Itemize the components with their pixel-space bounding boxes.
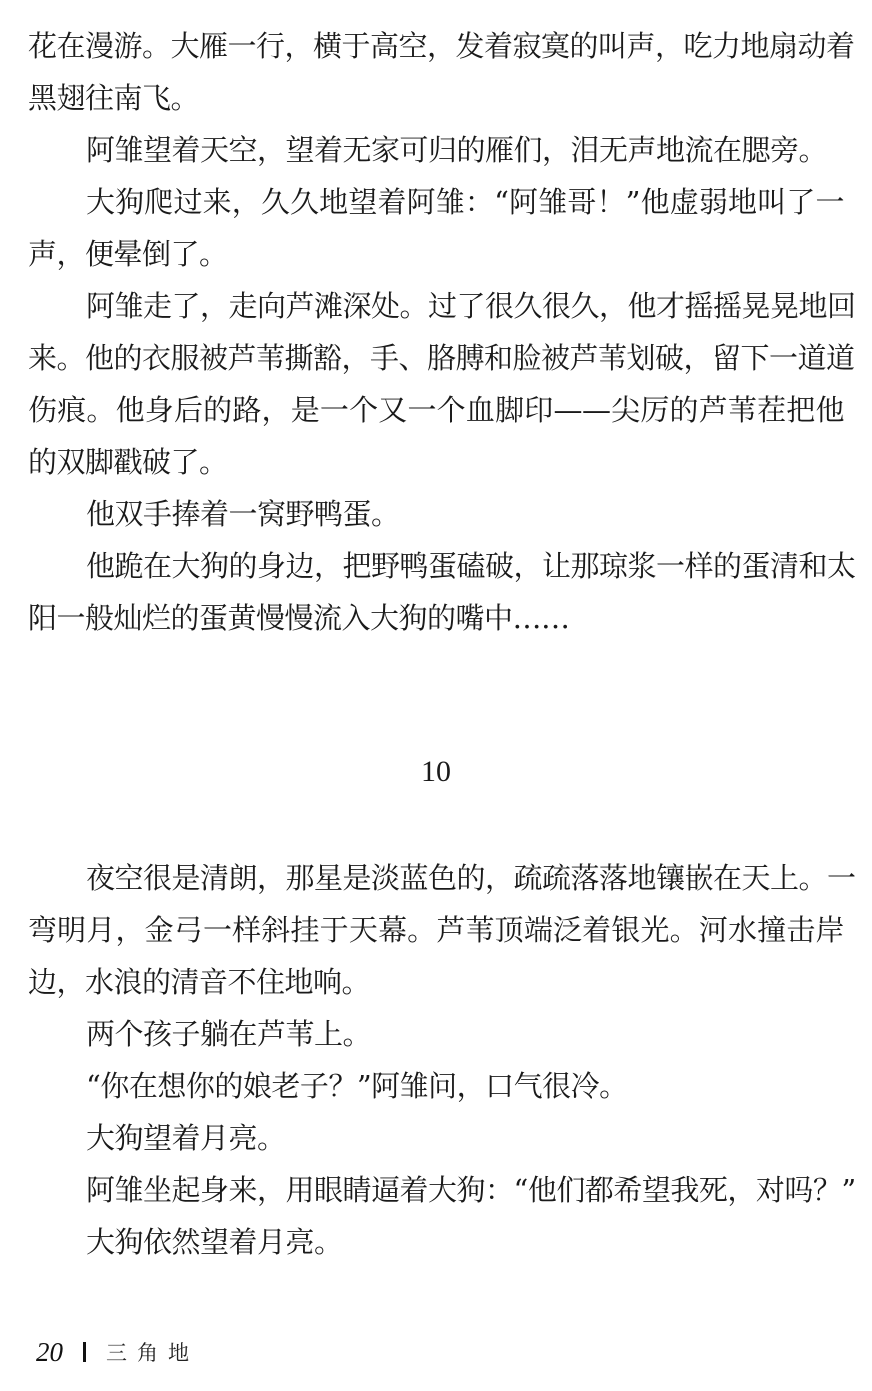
- text-line: 大狗爬过来，久久地望着阿雏：“阿雏哥！”他虚弱地叫了一: [86, 185, 844, 219]
- text-line: 阿雏走了，走向芦滩深处。过了很久很久，他才摇摇晃晃地回: [86, 289, 856, 323]
- chapter-number: 10: [421, 755, 451, 788]
- footer-divider: [83, 1342, 86, 1362]
- text-line: 阳一般灿烂的蛋黄慢慢流入大狗的嘴中……: [28, 601, 570, 635]
- text-line: 边，水浪的清音不住地响。: [28, 965, 371, 999]
- text-line: 阿雏望着天空，望着无家可归的雁们，泪无声地流在腮旁。: [86, 133, 828, 167]
- page-footer: [36, 1332, 199, 1372]
- text-line: 大狗依然望着月亮。: [86, 1225, 343, 1259]
- text-line: 声，便晕倒了。: [28, 237, 228, 271]
- text-line: 两个孩子躺在芦苇上。: [86, 1017, 372, 1051]
- text-line: 夜空很是清朗，那星是淡蓝色的，疏疏落落地镶嵌在天上。一: [86, 861, 856, 895]
- text-line: 花在漫游。大雁一行，横于高空，发着寂寞的叫声，吃力地扇动着: [28, 29, 855, 63]
- text-line: 来。他的衣服被芦苇撕豁，手、胳膊和脸被芦苇划破，留下一道道: [28, 341, 855, 375]
- text-line: 阿雏坐起身来，用眼睛逼着大狗：“他们都希望我死，对吗？”: [86, 1173, 856, 1207]
- text-line: 的双脚戳破了。: [28, 445, 228, 479]
- book-title: 三角地: [106, 1341, 199, 1365]
- text-line: “你在想你的娘老子？”阿雏问，口气很冷。: [86, 1069, 628, 1103]
- text-line: 大狗望着月亮。: [86, 1121, 286, 1155]
- text-line: 他双手捧着一窝野鸭蛋。: [86, 497, 400, 531]
- text-line: 弯明月，金弓一样斜挂于天幕。芦苇顶端泛着银光。河水撞击岸: [28, 913, 844, 947]
- page-number: 20: [36, 1336, 63, 1367]
- text-line: 他跪在大狗的身边，把野鸭蛋磕破，让那琼浆一样的蛋清和太: [86, 549, 856, 583]
- text-line: 伤痕。他身后的路，是一个又一个血脚印——尖厉的芦苇茬把他: [28, 393, 844, 427]
- text-line: 黑翅往南飞。: [28, 81, 200, 115]
